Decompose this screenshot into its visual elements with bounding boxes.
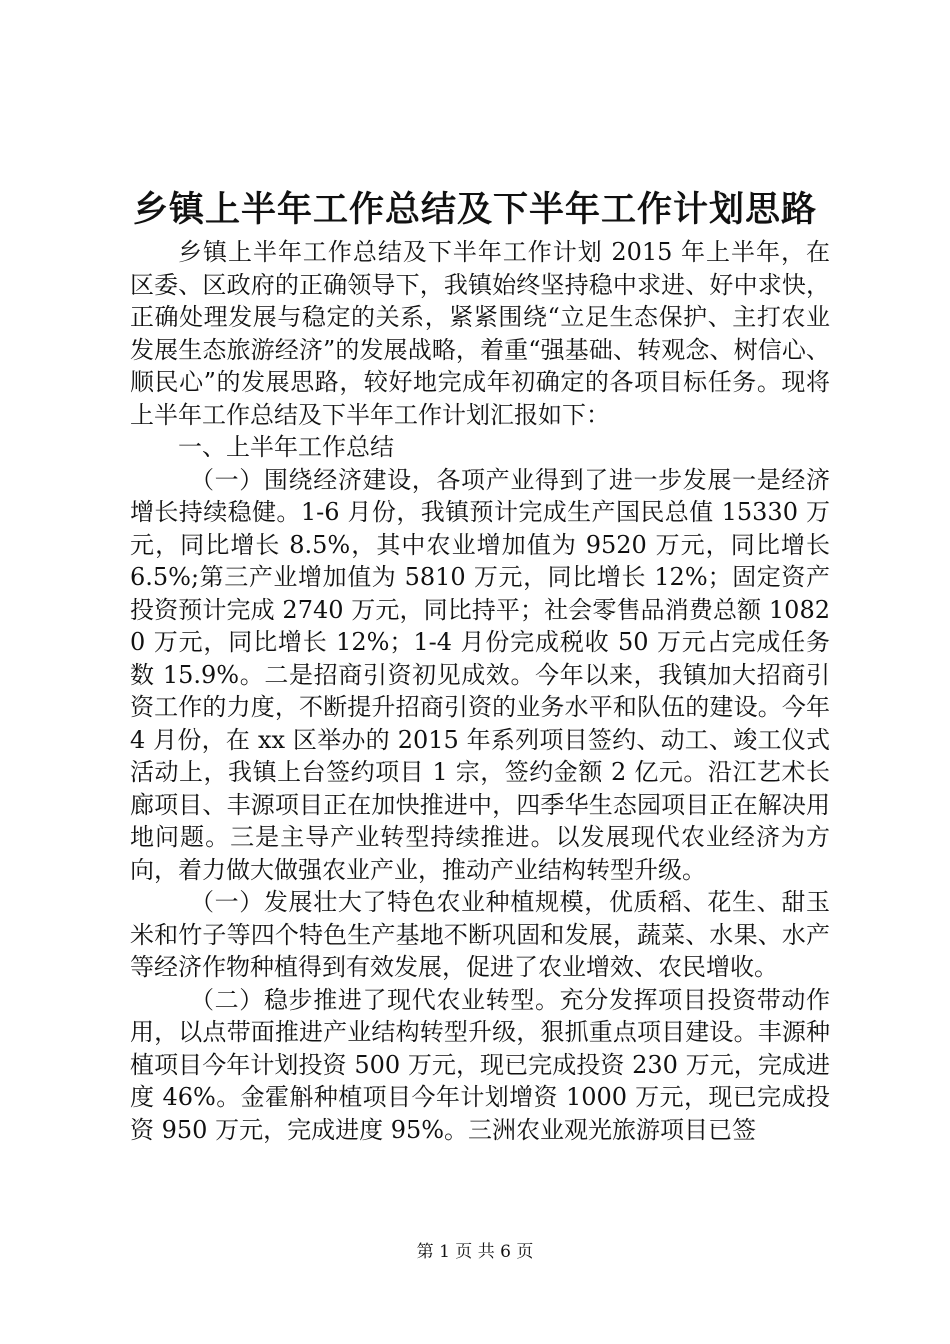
document-title: 乡镇上半年工作总结及下半年工作计划思路 [132, 189, 817, 230]
agriculture-scale-paragraph: （一）发展壮大了特色农业种植规模，优质稻、花生、甜玉米和竹子等四个特色生产基地不断巩固和发展，蔬菜、水果、水产等经济作物种植得到有效发展，促进了农业增效、农民增收。 [130, 888, 830, 981]
agriculture-transform-paragraph: （二）稳步推进了现代农业转型。充分发挥项目投资带动作用，以点带面推进产业结构转型升级，狠抓重点项目建设。丰源种植项目今年计划投资 500 万元，现已完成投资 230 万元，完成进度 46%。金霍斛种植项目今年计划增资 1000 万元，现已完成投资 950 万元，完成进度 95%。三洲农业观光旅游项目已签 [130, 985, 830, 1144]
economy-paragraph: （一）围绕经济建设，各项产业得到了进一步发展一是经济增长持续稳健。1-6 月份，我镇预计完成生产国民总值 15330 万元，同比增长 8.5%，其中农业增加值为 9520 万元，同比增长 6.5%;第三产业增加值为 5810 万元，同比增长 12%；固定资产投资预计完成 2740 万元，同比持平；社会零售品消费总额 10820 万元，同比增长 12%；1-4 月份完成税收 50 万元占完成任务数 15.9%。二是招商引资初见成效。今年以来，我镇加大招商引资工作的力度，不断提升招商引资的业务水平和队伍的建设。今年 4 月份，在 xx 区举办的 2015 年系列项目签约、动工、竣工仪式活动上，我镇上台签约项目 1 宗，签约金额 2 亿元。沿江艺术长廊项目、丰源项目正在加快推进中，四季华生态园项目正在解决用地问题。三是主导产业转型持续推进。以发展现代农业经济为方向，着力做大做强农业产业，推动产业结构转型升级。 [130, 465, 830, 884]
document-body [130, 236, 830, 1146]
section-heading: 一、上半年工作总结 [178, 433, 394, 461]
intro-paragraph: 乡镇上半年工作总结及下半年工作计划 2015 年上半年，在区委、区政府的正确领导下，我镇始终坚持稳中求进、好中求快，正确处理发展与稳定的关系，紧紧围绕“立足生态保护、主打农业发展生态旅游经济”的发展战略，着重“强基础、转观念、树信心、顺民心”的发展思路，较好地完成年初确定的各项目标任务。现将上半年工作总结及下半年工作计划汇报如下： [130, 238, 830, 429]
page-footer: 第 1 页 共 6 页 [416, 1242, 534, 1262]
